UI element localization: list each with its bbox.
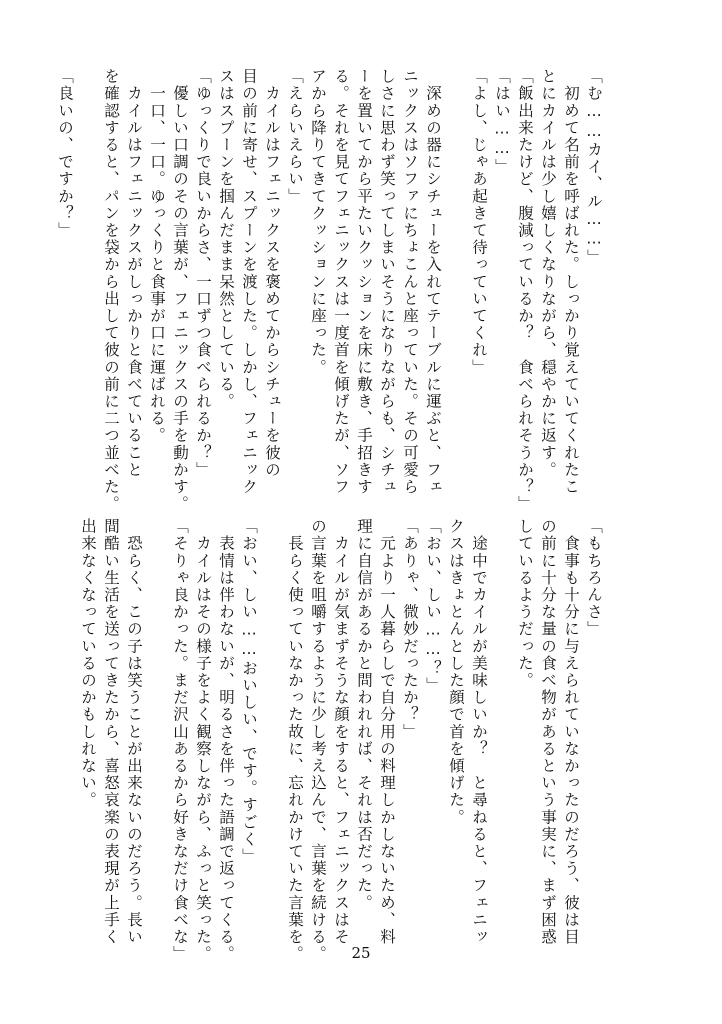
text-line: クスはきょとんとした顔で首を傾げた。 (447, 518, 465, 826)
text-line: る。それを見てフェニックスは一度首を傾げたが、ソフ (332, 68, 350, 496)
text-line: 「ありゃ、微妙だったか？」 (401, 518, 419, 741)
text-line: 初めて名前を呼ばれた。しっかり覚えていてくれたこ (562, 68, 580, 496)
text-line: 元より一人暮らしで自分用の料理しかしないため、料 (378, 518, 396, 946)
text-line: 「はい……」 (493, 68, 511, 176)
text-line: 「飯出来たけど、腹減っているか？ 食べられそうか？」 (516, 68, 534, 513)
blank-line (260, 518, 283, 938)
text-line: しさに思わず笑ってしまいそうになりながらも、シチュ (378, 68, 396, 496)
text-line: の前に十分な量の食べ物があるという事実に、まず困惑 (539, 518, 557, 946)
text-line: 優しい口調のその言葉が、フェニックスの手を動かす。 (171, 68, 189, 513)
text-line: 「おい、しい……おいしい、です。すごく」 (240, 518, 258, 865)
text-line: カイルはフェニックスがしっかりと食べていること (125, 68, 143, 479)
page-number: 25 (351, 944, 371, 962)
text-line: の言葉を咀嚼するように少し考え込んで、言葉を続ける。 (309, 518, 327, 963)
text-line: 目の前に寄せ、スプーンを渡した。しかし、フェニック (240, 68, 258, 496)
text-line: 「おい、しい……？」 (424, 518, 442, 694)
text-line: とにカイルは少し嬉しくなりながら、穏やかに返す。 (539, 68, 557, 479)
text-line: アから降りてきてクッションに座った。 (309, 68, 327, 376)
text-line: 「良いの、ですか？」 (56, 68, 74, 239)
text-line: 「ゆっくりで良いからさ、一口ずつ食べられるか？」 (194, 68, 212, 479)
text-line: 途中でカイルが美味しいか？ と尋ねると、フェニッ (470, 518, 488, 946)
text-line: カイルはその様子をよく観察しながら、ふっと笑った。 (194, 518, 212, 963)
text-line: 理に自信があるかと問われれば、それは否だった。 (355, 518, 373, 912)
text-line: 表情は伴わないが、明るさを伴った語調で返ってくる。 (217, 518, 235, 963)
text-line: 一口、一口。ゆっくりと食事が口に運ばれる。 (148, 68, 166, 445)
text-line: 出来なくなっているのかもしれない。 (79, 518, 97, 809)
text-line: ーを置いてから平たいクッションを床に敷き、手招きす (355, 68, 373, 496)
text-line: 「そりゃ良かった。まだ沢山あるから好きなだけ食べな」 (171, 518, 189, 963)
text-line: 「よし、じゃあ起きて待っていてくれ」 (470, 68, 488, 376)
text-line: しているようだった。 (516, 518, 534, 689)
text-line: 「もちろんさ」 (585, 518, 603, 638)
text-line: 「えらいえらい」 (286, 68, 304, 205)
text-line: カイルはフェニックスを褒めてからシチューを彼の (263, 68, 281, 479)
text-line: 恐らく、この子は笑うことが出来ないのだろう。長い (125, 518, 143, 946)
blank-line (76, 68, 99, 458)
text-line: カイルが気まずそうな顔をすると、フェニックスはそ (332, 518, 350, 946)
text-line: 「む……カイ、ル……」 (585, 68, 603, 267)
blank-line (490, 518, 513, 938)
text-line: を確認すると、パンを袋から出して彼の前に二つ並べた。 (102, 68, 120, 513)
text-line: スはスプーンを掴んだまま呆然としている。 (217, 68, 235, 410)
text-line: 食事も十分に与えられていなかったのだろう、彼は目 (562, 518, 580, 946)
text-line: 深めの器にシチューを入れてテーブルに運ぶと、フェ (424, 68, 442, 496)
upper-text-column (56, 68, 605, 513)
blank-line (145, 518, 168, 938)
blank-line (444, 68, 467, 458)
text-line: 間酷い生活を送ってきたから、喜怒哀楽の表現が上手く (102, 518, 120, 946)
text-line: 長らく使っていなかった故に、忘れかけていた言葉を。 (286, 518, 304, 963)
text-line: ニックスはソファにちょこんと座っていた。その可愛ら (401, 68, 419, 496)
